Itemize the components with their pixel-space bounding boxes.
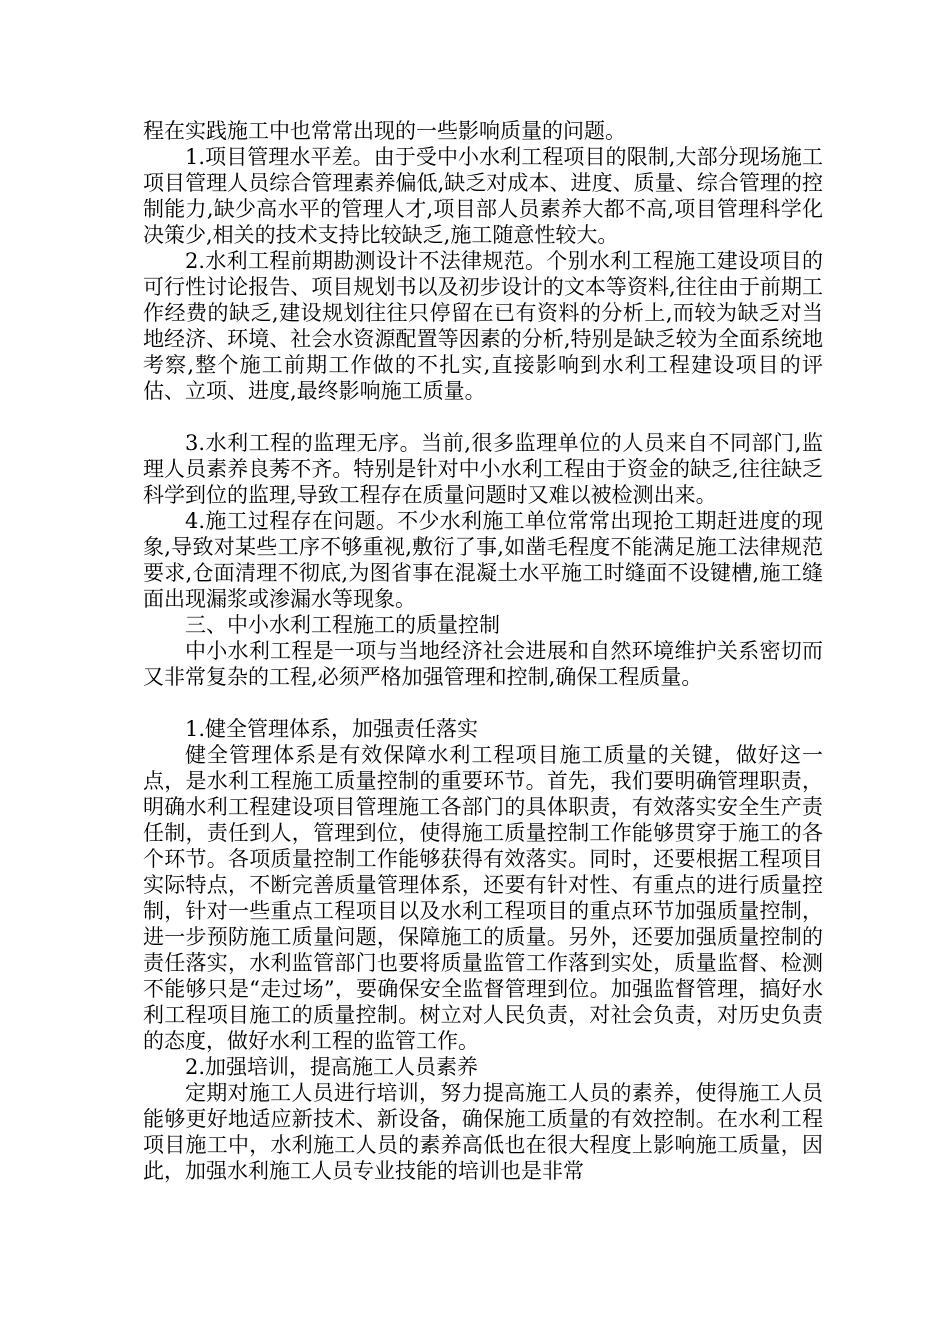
paragraph-item-2: 2.水利工程前期勘测设计不法律规范。个别水利工程施工建设项目的可行性讨论报告、项目规划书以及初步设计的文本等资料,往往由于前期工作经费的缺乏,建设规划往往只停留在已有资料的分析上,而较为缺乏对当地经济、环境、社会水资源配置等因素的分析,特别是缺乏较为全面系统地考察,整个施工前期工作做的不扎实,直接影响到水利工程建设项目的评估、立项、进度,最终影响施工质量。: [143, 249, 823, 403]
paragraph-management-system: 健全管理体系是有效保障水利工程项目施工质量的关键，做好这一点，是水利工程施工质量控制的重要环节。首先，我们要明确管理职责，明确水利工程建设项目管理施工各部门的具体职责，有效落实安全生产责任制，责任到人，管理到位，使得施工质量控制工作能够贯穿于施工的各个环节。各项质量控制工作能够获得有效落实。同时，还要根据工程项目实际特点，不断完善质量管理体系，还要有针对性、有重点的进行质量控制，针对一些重点工程项目以及水利工程项目的重点环节加强质量控制，进一步预防施工质量问题，保障施工的质量。另外，还要加强质量控制的责任落实，水利监管部门也要将质量监管工作落到实处，质量监督、检测不能够只是“走过场”，要确保安全监督管理到位。加强监督管理，搞好水利工程项目施工的质量控制。树立对人民负责，对社会负责，对历史负责的态度，做好水利工程的监管工作。: [143, 743, 823, 1053]
paragraph-item-1: 1.项目管理水平差。由于受中小水利工程项目的限制,大部分现场施工项目管理人员综合管理素养偏低,缺乏对成本、进度、质量、综合管理的控制能力,缺少高水平的管理人才,项目部人员素养大都不高,项目管理科学化决策少,相关的技术支持比较缺乏,施工随意性较大。: [143, 145, 823, 247]
paragraph-item-3: 3.水利工程的监理无序。当前,很多监理单位的人员来自不同部门,监理人员素养良莠不齐。特别是针对中小水利工程由于资金的缺乏,往往缺乏科学到位的监理,导致工程存在质量问题时又难以被检测出来。: [143, 431, 823, 507]
subheading-1: 1.健全管理体系，加强责任落实: [185, 717, 479, 741]
section-intro-paragraph: 中小水利工程是一项与当地经济社会进展和自然环境维护关系密切而又非常复杂的工程,必须严格加强管理和控制,确保工程质量。: [143, 639, 823, 689]
paragraph-training: 定期对施工人员进行培训，努力提高施工人员的素养，使得施工人员能够更好地适应新技术、新设备，确保施工质量的有效控制。在水利工程项目施工中，水利施工人员的素养高低也在很大程度上影响施工质量，因此，加强水利施工人员专业技能的培训也是非常: [143, 1081, 823, 1183]
paragraph-item-4: 4.施工过程存在问题。不少水利施工单位常常出现抢工期赶进度的现象,导致对某些工序不够重视,敷衍了事,如凿毛程度不能满足施工法律规范要求,仓面清理不彻底,为图省事在混凝土水平施工时缝面不设键槽,施工缝面出现漏浆或渗漏水等现象。: [143, 509, 823, 611]
document-body: [143, 118, 823, 1184]
subheading-2: 2.加强培训，提高施工人员素养: [185, 1055, 479, 1079]
paragraph-continuation: 程在实践施工中也常常出现的一些影响质量的问题。: [143, 119, 626, 143]
section-heading-3: 三、中小水利工程施工的质量控制: [185, 613, 500, 637]
